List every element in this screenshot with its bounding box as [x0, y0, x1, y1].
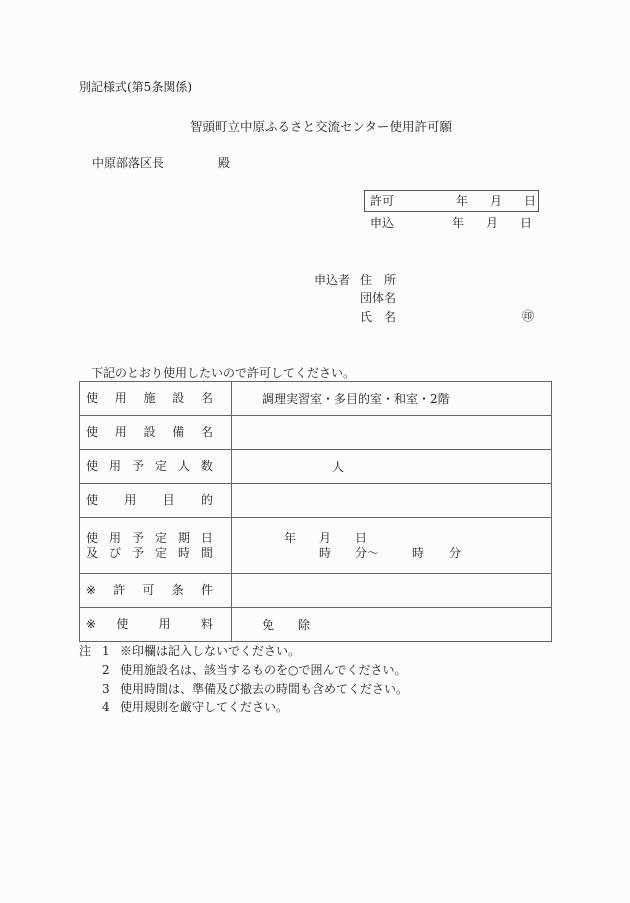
note-3-number: 3	[102, 682, 110, 696]
facility-label: 使 用 施 設 名	[80, 382, 232, 416]
table-row-headcount	[80, 450, 552, 484]
application-date-row	[370, 217, 540, 231]
addressee-honorific: 殿	[218, 156, 231, 170]
conditions-label: ※ 許 可 条 件	[80, 574, 232, 608]
facility-value[interactable]: 調理実習室・多目的室・和室・2階	[232, 382, 552, 416]
fee-value[interactable]: 免 除	[232, 608, 552, 642]
page-title: 智頭町立中原ふるさと交流センター使用許可願	[190, 119, 453, 134]
table-row-schedule	[80, 518, 552, 574]
schedule-value[interactable]	[232, 518, 552, 574]
applicant-label: 申込者	[314, 273, 351, 287]
table-row-purpose	[80, 484, 552, 518]
headcount-label: 使 用 予 定 人 数	[80, 450, 232, 484]
application-label: 申込	[370, 216, 395, 230]
permit-date-box	[364, 190, 539, 212]
note-2-text: 使用施設名は、該当するものを○で囲んでください。	[120, 663, 407, 677]
application-table	[79, 381, 552, 642]
note-4-number: 4	[102, 700, 110, 714]
schedule-start-hour: 時	[319, 545, 332, 560]
note-3-text: 使用時間は、準備及び撤去の時間も含めてください。	[120, 682, 409, 696]
addressee: 中原部落区長	[92, 156, 165, 170]
table-row-conditions	[80, 574, 552, 608]
note-4-text: 使用規則を厳守してください。	[120, 700, 289, 714]
group-name-label: 団体名	[360, 291, 397, 305]
request-text: 下記のとおり使用したいので許可してください。	[91, 366, 356, 380]
schedule-end-min: 分	[449, 545, 462, 560]
table-row-facility	[80, 382, 552, 416]
permit-month: 月	[490, 194, 503, 208]
permit-date-row	[370, 195, 540, 209]
schedule-label: 使 用 予 定 期 日 及 び 予 定 時 間	[80, 518, 232, 574]
permit-year: 年	[456, 194, 469, 208]
application-year: 年	[452, 216, 465, 230]
note-1-number: 1	[102, 644, 110, 658]
table-row-fee	[80, 608, 552, 642]
permit-day: 日	[524, 194, 537, 208]
notes-prefix: 注	[79, 644, 92, 658]
note-2-number: 2	[102, 663, 110, 677]
fee-label: ※ 使 用 料	[80, 608, 232, 642]
permit-label: 許可	[370, 194, 395, 208]
address-label: 住 所	[360, 273, 397, 287]
purpose-value[interactable]	[232, 484, 552, 518]
purpose-label: 使 用 目 的	[80, 484, 232, 518]
application-month: 月	[486, 216, 499, 230]
schedule-start-min: 分〜	[355, 545, 380, 560]
headcount-value[interactable]: 人	[232, 450, 552, 484]
equipment-label: 使 用 設 備 名	[80, 416, 232, 450]
table-row-equipment	[80, 416, 552, 450]
form-reference: 別記様式(第5条関係)	[79, 80, 192, 94]
application-day: 日	[520, 216, 533, 230]
seal-icon: ㊞	[522, 309, 535, 323]
name-label: 氏 名	[360, 310, 397, 324]
conditions-value[interactable]	[232, 574, 552, 608]
schedule-year: 年	[284, 530, 297, 545]
schedule-day: 日	[355, 530, 368, 545]
equipment-value[interactable]	[232, 416, 552, 450]
note-1-text: ※印欄は記入しないでください。	[120, 644, 301, 658]
schedule-month: 月	[319, 530, 332, 545]
schedule-end-hour: 時	[412, 545, 425, 560]
